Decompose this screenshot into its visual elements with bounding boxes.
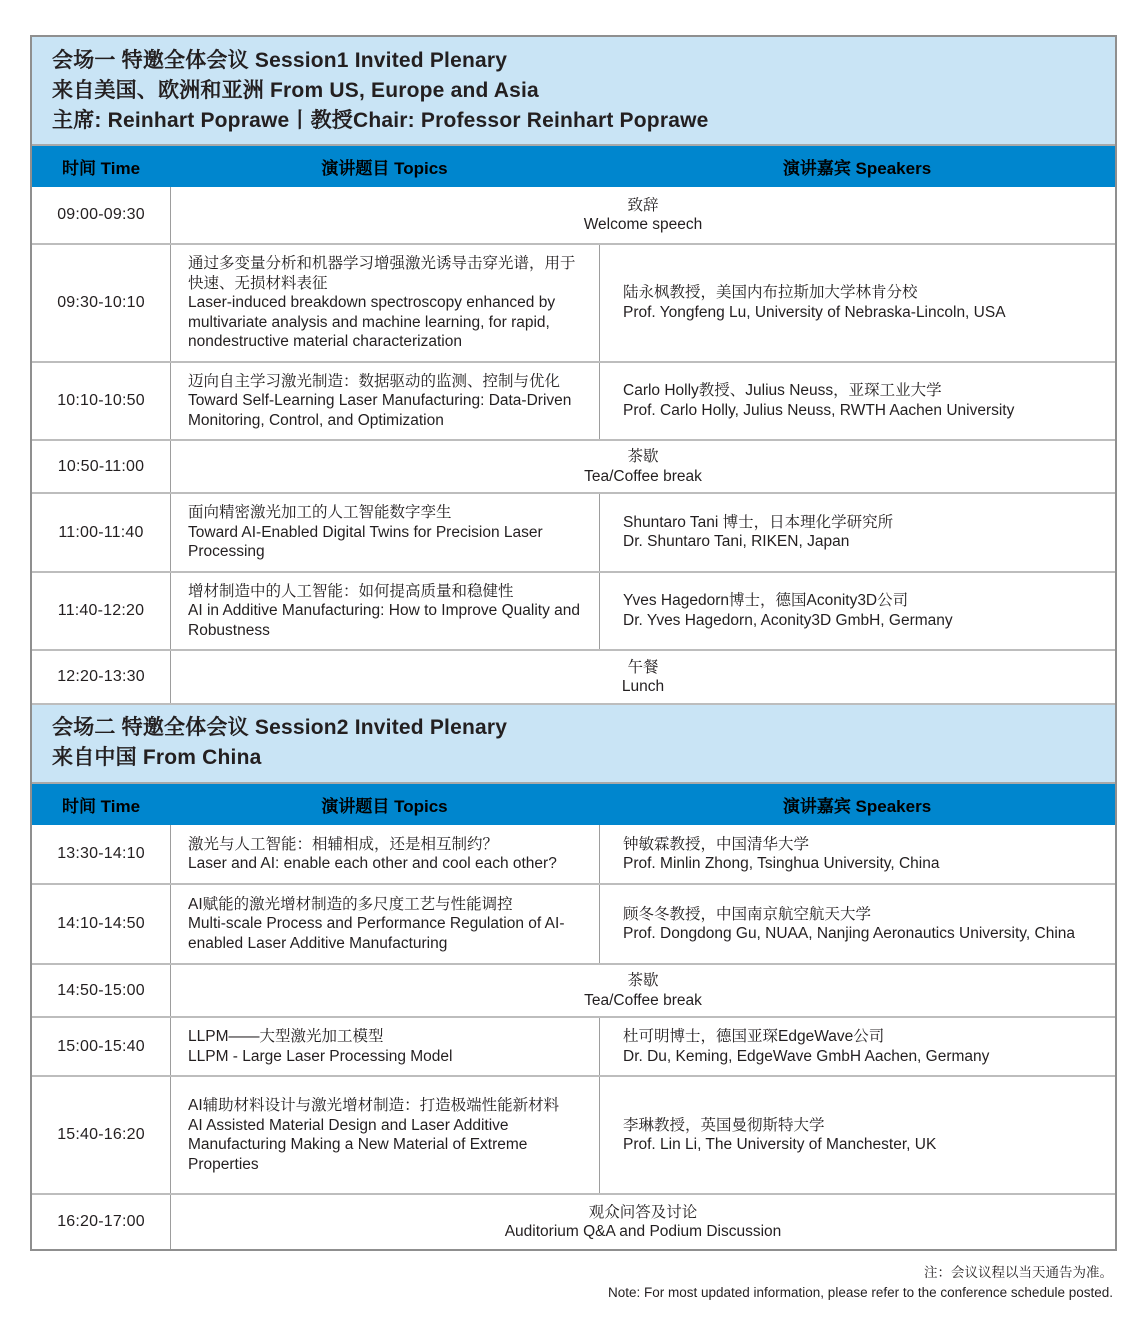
- session1-header: [32, 37, 1115, 144]
- table-row: [32, 243, 1115, 361]
- merged-cell: [170, 965, 1115, 1016]
- topic-en: Toward Self-Learning Laser Manufacturing: Data-Driven Monitoring, Control, and Optimization: [188, 392, 572, 429]
- merged-cell: [170, 651, 1115, 703]
- merged-zh: 致辞: [627, 196, 659, 214]
- topic-zh: AI赋能的激光增材制造的多尺度工艺与性能调控: [188, 895, 513, 913]
- merged-zh: 茶歇: [627, 448, 659, 465]
- table-row: [32, 571, 1115, 650]
- topic-cell: [170, 494, 599, 571]
- topic-cell: [170, 245, 599, 361]
- speaker-en: Prof. Lin Li, The University of Manchester, UK: [623, 1136, 937, 1153]
- merged-en: Tea/Coffee break: [584, 991, 702, 1009]
- speaker-en: Dr. Yves Hagedorn, Aconity3D GmbH, Germany: [623, 611, 953, 629]
- merged-zh: 茶歇: [627, 972, 659, 989]
- session2-title-line2: 来自中国 From China: [52, 746, 262, 769]
- column-header-topics: 演讲题目 Topics: [321, 797, 448, 816]
- column-header-time: 时间 Time: [61, 159, 141, 178]
- topic-en: AI in Additive Manufacturing: How to Improve Quality and Robustness: [188, 602, 581, 639]
- merged-cell: [170, 1195, 1115, 1249]
- speaker-cell: [599, 1077, 1115, 1193]
- table-row: [32, 825, 1115, 883]
- footer-notes: [30, 1263, 1113, 1303]
- merged-en: Welcome speech: [583, 216, 703, 233]
- topic-zh: LLPM——大型激光加工模型: [188, 1028, 384, 1045]
- speaker-en: Prof. Dongdong Gu, NUAA, Nanjing Aeronautics University, China: [623, 925, 1076, 942]
- speaker-en: Dr. Du, Keming, EdgeWave GmbH Aachen, Germany: [623, 1047, 990, 1065]
- topic-en: Laser and AI: enable each other and cool each other?: [188, 855, 557, 872]
- table-row: [32, 649, 1115, 703]
- note-en: Note: For most updated information, please refer to the conference schedule posted.: [607, 1285, 1113, 1300]
- merged-cell: [170, 441, 1115, 492]
- time-cell: 11:40-12:20: [57, 602, 145, 619]
- topic-zh: 面向精密激光加工的人工智能数字孪生: [188, 504, 452, 521]
- topic-cell: [170, 1077, 599, 1193]
- table-row: [32, 187, 1115, 243]
- topic-cell: [170, 573, 599, 650]
- topic-zh: 激光与人工智能：相辅相成，还是相互制约？: [188, 835, 499, 853]
- topic-en: AI Assisted Material Design and Laser Additive Manufacturing Making a New Material of Extreme Properties: [188, 1116, 528, 1173]
- table-row: [32, 963, 1115, 1016]
- time-cell: 11:00-11:40: [58, 523, 144, 541]
- session2-title-line1: 会场二 特邀全体会议 Session2 Invited Plenary: [52, 716, 508, 739]
- session2-header: [32, 703, 1115, 782]
- table-row: [32, 492, 1115, 571]
- topic-cell: [170, 363, 599, 440]
- merged-zh: 午餐: [627, 658, 659, 676]
- speaker-zh: Carlo Holly教授、Julius Neuss，亚琛工业大学: [623, 382, 942, 400]
- merged-en: Auditorium Q&A and Podium Discussion: [504, 1223, 782, 1240]
- session1-title-line2: 来自美国、欧洲和亚洲 From US, Europe and Asia: [52, 79, 539, 102]
- time-cell: 14:10-14:50: [57, 915, 145, 933]
- topic-en: Toward AI-Enabled Digital Twins for Precision Laser Processing: [188, 523, 543, 560]
- table-row: [32, 361, 1115, 440]
- time-cell: 10:10-10:50: [57, 392, 145, 409]
- speaker-zh: Yves Hagedorn博士，德国Aconity3D公司: [623, 592, 909, 610]
- merged-en: Tea/Coffee break: [584, 467, 702, 485]
- table-row: [32, 1193, 1115, 1249]
- speaker-cell: [599, 363, 1115, 440]
- speaker-cell: [599, 494, 1115, 571]
- merged-zh: 观众问答及讨论: [588, 1203, 698, 1221]
- speaker-zh: 顾冬冬教授，中国南京航空航天大学: [623, 905, 872, 923]
- merged-cell: [170, 187, 1115, 243]
- time-cell: 09:30-10:10: [57, 294, 145, 311]
- schedule-board: [30, 35, 1117, 1251]
- session1-column-header: [32, 144, 1115, 187]
- speaker-zh: Shuntaro Tani 博士，日本理化学研究所: [623, 513, 894, 531]
- time-cell: 14:50-15:00: [57, 981, 145, 999]
- time-cell: 13:30-14:10: [57, 845, 145, 863]
- topic-zh: 迈向自主学习激光制造：数据驱动的监测、控制与优化: [188, 372, 561, 390]
- session1-title-line1: 会场一 特邀全体会议 Session1 Invited Plenary: [52, 49, 508, 72]
- speaker-zh: 陆永枫教授，美国内布拉斯加大学林肯分校: [623, 284, 918, 302]
- speaker-en: Prof. Minlin Zhong, Tsinghua University, China: [623, 855, 940, 872]
- speaker-en: Prof. Yongfeng Lu, University of Nebraska-Lincoln, USA: [623, 303, 1006, 321]
- column-header-speakers: 演讲嘉宾 Speakers: [782, 159, 932, 178]
- column-header-topics: 演讲题目 Topics: [321, 159, 448, 178]
- time-cell: 15:40-16:20: [57, 1126, 145, 1144]
- topic-zh: 增材制造中的人工智能：如何提高质量和稳健性: [188, 582, 514, 600]
- table-row: [32, 439, 1115, 492]
- speaker-cell: [599, 245, 1115, 361]
- table-row: [32, 1016, 1115, 1075]
- topic-cell: [170, 825, 599, 883]
- topic-cell: [170, 885, 599, 963]
- speaker-en: Prof. Carlo Holly, Julius Neuss, RWTH Aachen University: [623, 401, 1015, 419]
- speaker-zh: 李琳教授，英国曼彻斯特大学: [623, 1116, 825, 1134]
- speaker-zh: 钟敏霖教授，中国清华大学: [623, 835, 810, 853]
- table-row: [32, 883, 1115, 963]
- speaker-en: Dr. Shuntaro Tani, RIKEN, Japan: [623, 533, 850, 551]
- time-cell: 10:50-11:00: [57, 457, 145, 475]
- topic-cell: [170, 1018, 599, 1075]
- speaker-cell: [599, 1018, 1115, 1075]
- time-cell: 09:00-09:30: [57, 206, 145, 224]
- time-cell: 15:00-15:40: [57, 1037, 145, 1055]
- merged-en: Lunch: [621, 678, 665, 695]
- topic-en: Multi-scale Process and Performance Regulation of AI-enabled Laser Additive Manufacturing: [188, 915, 565, 952]
- speaker-cell: [599, 825, 1115, 883]
- speaker-zh: 杜可明博士，德国亚琛EdgeWave公司: [623, 1028, 885, 1045]
- time-cell: 16:20-17:00: [57, 1213, 145, 1231]
- topic-zh: 通过多变量分析和机器学习增强激光诱导击穿光谱，用于快速、无损材料表征: [188, 255, 576, 292]
- table-row: [32, 1075, 1115, 1193]
- topic-en: Laser-induced breakdown spectroscopy enhanced by multivariate analysis and machine learning, for rapid, nondestructive material characterization: [188, 294, 556, 350]
- column-header-speakers: 演讲嘉宾 Speakers: [782, 797, 932, 816]
- speaker-cell: [599, 885, 1115, 963]
- session2-column-header: [32, 782, 1115, 825]
- note-zh: 注：会议议程以当天通告为准。: [924, 1265, 1113, 1280]
- speaker-cell: [599, 573, 1115, 650]
- topic-en: LLPM - Large Laser Processing Model: [188, 1047, 453, 1065]
- topic-zh: AI辅助材料设计与激光增材制造：打造极端性能新材料: [188, 1097, 560, 1114]
- session1-chair-line: 主席: Reinhart Poprawe丨教授Chair: Professor Reinhart Poprawe: [52, 109, 709, 132]
- column-header-time: 时间 Time: [61, 797, 141, 816]
- time-cell: 12:20-13:30: [57, 668, 145, 686]
